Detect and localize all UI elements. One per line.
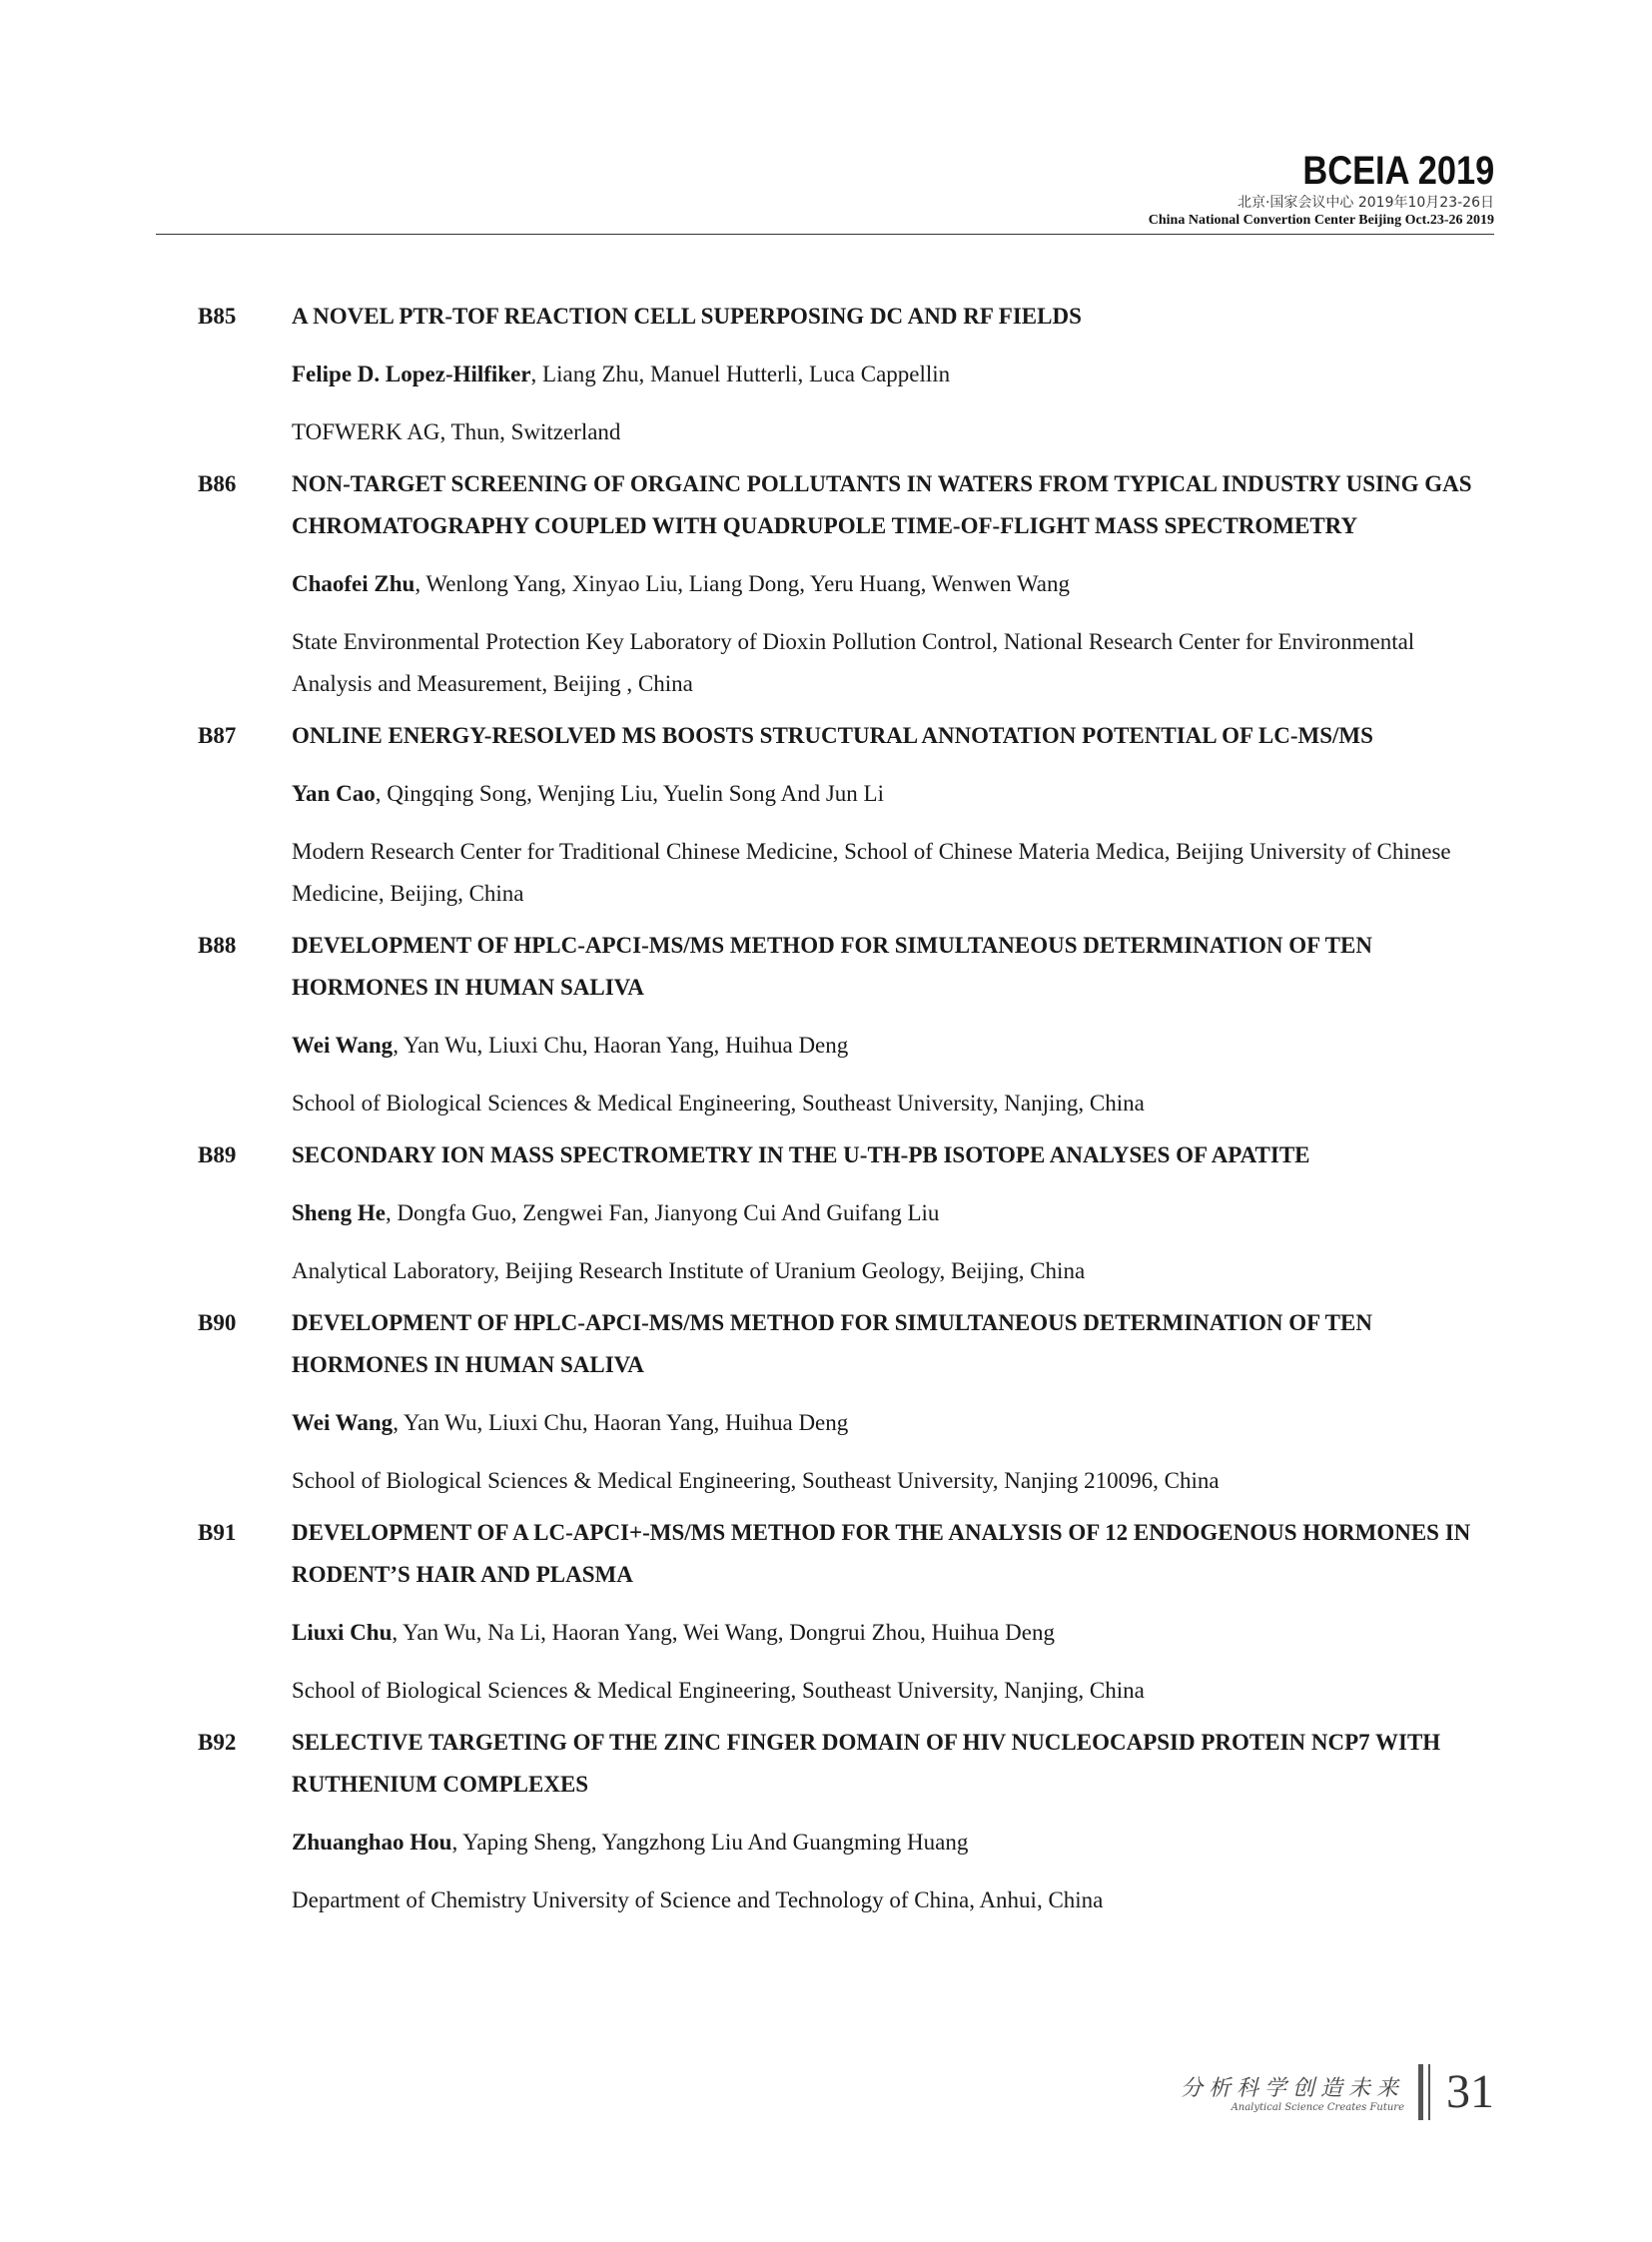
abstract-code: B86: [198, 471, 237, 496]
abstract-title: DEVELOPMENT OF HPLC-APCI-MS/MS METHOD FOR SIMULTANEOUS DETERMINATION OF TEN HORMONES IN HUMAN SALIVA: [292, 933, 1372, 1000]
abstract-entry: [198, 1302, 1496, 1502]
abstract-authors: [292, 1402, 1496, 1444]
abstract-authors: [292, 354, 1496, 395]
lead-author: Chaofei Zhu: [292, 571, 415, 596]
page-footer: [1181, 2064, 1494, 2120]
page-header: [1149, 148, 1494, 230]
abstract-code: B89: [198, 1142, 237, 1167]
coauthors: , Yaping Sheng, Yangzhong Liu And Guangming Huang: [451, 1830, 969, 1855]
abstract-title: SELECTIVE TARGETING OF THE ZINC FINGER DOMAIN OF HIV NUCLEOCAPSID PROTEIN NCP7 WITH RUTHENIUM COMPLEXES: [292, 1730, 1441, 1797]
slogan-en: Analytical Science Creates Future: [1231, 2102, 1404, 2113]
abstract-title: DEVELOPMENT OF A LC-APCI+-MS/MS METHOD FOR THE ANALYSIS OF 12 ENDOGENOUS HORMONES IN RODENT’S HAIR AND PLASMA: [292, 1520, 1471, 1587]
abstract-affiliation: TOFWERK AG, Thun, Switzerland: [292, 419, 621, 444]
lead-author: Sheng He: [292, 1200, 386, 1225]
abstract-authors: [292, 1192, 1496, 1234]
coauthors: , Wenlong Yang, Xinyao Liu, Liang Dong, Yeru Huang, Wenwen Wang: [414, 571, 1070, 596]
abstract-entry: [198, 1134, 1496, 1292]
abstract-code: B87: [198, 723, 237, 748]
abstract-code: B91: [198, 1520, 237, 1545]
abstract-authors: [292, 1025, 1496, 1067]
footer-bar-thick: [1418, 2064, 1423, 2120]
slogan-cn: 分析科学创造未来: [1180, 2076, 1404, 2101]
conference-venue-cn: 北京·国家会议中心 2019年10月23-26日: [1237, 195, 1494, 211]
slogan: [1181, 2071, 1404, 2113]
abstract-title: ONLINE ENERGY-RESOLVED MS BOOSTS STRUCTURAL ANNOTATION POTENTIAL OF LC-MS/MS: [292, 723, 1373, 748]
header-divider: [156, 234, 1494, 235]
abstract-code: B92: [198, 1730, 237, 1755]
abstract-entry: [198, 715, 1496, 915]
abstract-affiliation: School of Biological Sciences & Medical Engineering, Southeast University, Nanjing, China: [292, 1678, 1145, 1703]
lead-author: Wei Wang: [292, 1033, 394, 1058]
abstract-affiliation: School of Biological Sciences & Medical Engineering, Southeast University, Nanjing 210096, China: [292, 1468, 1220, 1493]
page-number: 31: [1446, 2065, 1494, 2118]
abstract-title: NON-TARGET SCREENING OF ORGAINC POLLUTANTS IN WATERS FROM TYPICAL INDUSTRY USING GAS CHROMATOGRAPHY COUPLED WITH QUADRUPOLE TIME-OF-FLIGHT MASS SPECTROMETRY: [292, 471, 1472, 538]
conference-venue-en: China National Convertion Center Beijing Oct.23-26 2019: [1148, 213, 1494, 228]
lead-author: Felipe D. Lopez-Hilfiker: [292, 362, 531, 386]
abstract-entry: [198, 925, 1496, 1124]
abstract-code: B88: [198, 933, 237, 958]
coauthors: , Yan Wu, Liuxi Chu, Haoran Yang, Huihua Deng: [393, 1410, 849, 1435]
abstract-title: A NOVEL PTR-TOF REACTION CELL SUPERPOSING DC AND RF FIELDS: [292, 304, 1082, 329]
coauthors: , Yan Wu, Na Li, Haoran Yang, Wei Wang, Dongrui Zhou, Huihua Deng: [392, 1620, 1055, 1645]
abstract-entry: [198, 1512, 1496, 1712]
lead-author: Yan Cao: [292, 781, 376, 806]
lead-author: Liuxi Chu: [292, 1620, 393, 1645]
coauthors: , Liang Zhu, Manuel Hutterli, Luca Cappellin: [530, 362, 951, 386]
abstract-affiliation: School of Biological Sciences & Medical Engineering, Southeast University, Nanjing, China: [292, 1091, 1145, 1116]
abstract-entry: [198, 463, 1496, 705]
coauthors: , Dongfa Guo, Zengwei Fan, Jianyong Cui And Guifang Liu: [385, 1200, 940, 1225]
abstract-affiliation: State Environmental Protection Key Laboratory of Dioxin Pollution Control, National Research Center for Environmental Analysis and Measurement, Beijing , China: [292, 629, 1415, 696]
abstract-entry: [198, 296, 1496, 453]
coauthors: , Qingqing Song, Wenjing Liu, Yuelin Song And Jun Li: [375, 781, 884, 806]
abstract-authors: [292, 1822, 1496, 1864]
abstract-affiliation: Modern Research Center for Traditional Chinese Medicine, School of Chinese Materia Medica, Beijing University of Chinese Medicine, Beijing, China: [292, 839, 1451, 906]
abstract-entry: [198, 1722, 1496, 1921]
abstract-title: DEVELOPMENT OF HPLC-APCI-MS/MS METHOD FOR SIMULTANEOUS DETERMINATION OF TEN HORMONES IN HUMAN SALIVA: [292, 1310, 1372, 1377]
lead-author: Zhuanghao Hou: [292, 1830, 452, 1855]
abstract-authors: [292, 773, 1496, 815]
abstract-list: [198, 296, 1496, 1931]
abstract-code: B90: [198, 1310, 237, 1335]
abstract-authors: [292, 1612, 1496, 1654]
coauthors: , Yan Wu, Liuxi Chu, Haoran Yang, Huihua Deng: [393, 1033, 849, 1058]
abstract-authors: [292, 563, 1496, 605]
conference-title: BCEIA 2019: [1302, 149, 1494, 193]
footer-bar-thin: [1428, 2064, 1430, 2120]
abstract-affiliation: Analytical Laboratory, Beijing Research Institute of Uranium Geology, Beijing, China: [292, 1258, 1086, 1283]
abstract-code: B85: [198, 304, 237, 329]
abstract-title: SECONDARY ION MASS SPECTROMETRY IN THE U-TH-PB ISOTOPE ANALYSES OF APATITE: [292, 1142, 1310, 1167]
lead-author: Wei Wang: [292, 1410, 394, 1435]
abstract-affiliation: Department of Chemistry University of Science and Technology of China, Anhui, China: [292, 1887, 1104, 1912]
